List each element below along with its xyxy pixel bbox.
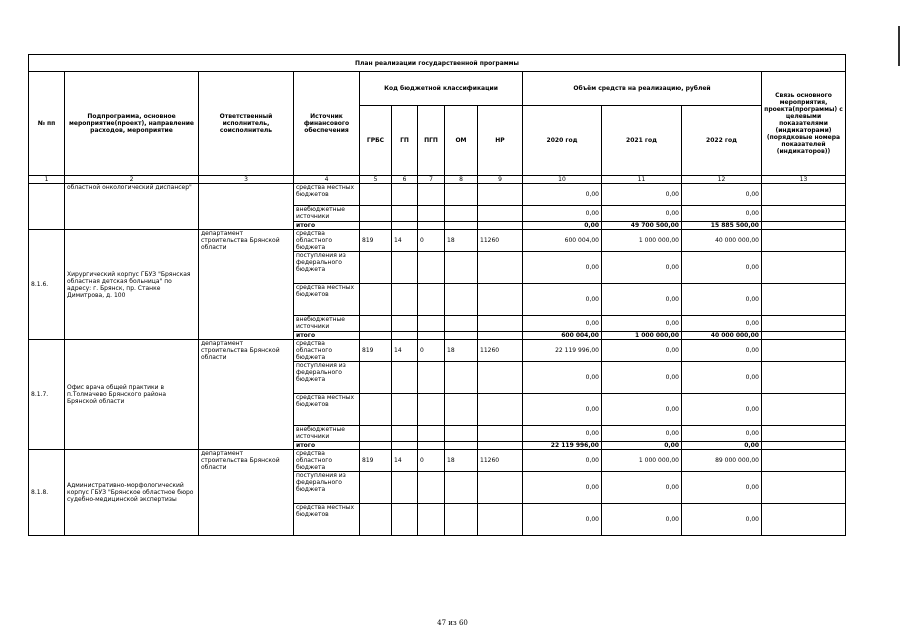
code-grbs: [360, 362, 392, 394]
amount-v2021: 49 700 500,00: [602, 222, 682, 230]
amount-v2021: 0,00: [602, 340, 682, 362]
amount-v2020: 0,00: [523, 472, 602, 504]
funding-source: внебюджетные источники: [294, 426, 360, 442]
code-gp: [392, 362, 418, 394]
indicator-link: [762, 504, 846, 536]
col-number: 10: [523, 176, 602, 184]
amount-v2021: 0,00: [602, 206, 682, 222]
funding-source: средства областного бюджета: [294, 450, 360, 472]
code-nr: 11260: [478, 450, 523, 472]
indicator-link: [762, 284, 846, 316]
code-gp: [392, 184, 418, 206]
funding-source: внебюджетные источники: [294, 206, 360, 222]
code-om: [445, 332, 478, 340]
code-om: [445, 284, 478, 316]
funding-source: средства областного бюджета: [294, 230, 360, 252]
amount-v2021: 0,00: [602, 316, 682, 332]
code-om: 18: [445, 230, 478, 252]
code-nr: [478, 284, 523, 316]
code-om: [445, 316, 478, 332]
plan-table-body: [29, 184, 846, 536]
amount-v2022: 0,00: [682, 442, 762, 450]
funding-source: средства местных бюджетов: [294, 284, 360, 316]
col-pgp-header: ПГП: [418, 106, 445, 176]
code-pgp: [418, 362, 445, 394]
col-grbs-header: ГРБС: [360, 106, 392, 176]
code-om: [445, 362, 478, 394]
code-om: [445, 184, 478, 206]
amount-v2020: 0,00: [523, 426, 602, 442]
amount-v2022: 0,00: [682, 394, 762, 426]
code-gp: [392, 284, 418, 316]
row-number: [29, 184, 65, 230]
responsible-executor: [199, 184, 294, 230]
amount-v2022: 0,00: [682, 284, 762, 316]
code-om: [445, 394, 478, 426]
indicator-link: [762, 316, 846, 332]
indicator-link: [762, 252, 846, 284]
code-om: [445, 252, 478, 284]
code-om: [445, 442, 478, 450]
code-om: [445, 472, 478, 504]
row-number: 8.1.7.: [29, 340, 65, 450]
code-gp: [392, 504, 418, 536]
code-nr: [478, 184, 523, 206]
code-gp: [392, 316, 418, 332]
code-pgp: 0: [418, 340, 445, 362]
col-link-header: Связь основного мероприятия, проекта(программы) с целевыми показателями (индикаторами) (порядковые номера показателей (индикаторов)): [762, 72, 846, 176]
indicator-link: [762, 332, 846, 340]
code-grbs: [360, 426, 392, 442]
amount-v2021: 1 000 000,00: [602, 332, 682, 340]
code-grbs: [360, 184, 392, 206]
code-gp: [392, 332, 418, 340]
code-om: [445, 504, 478, 536]
col-program-header: Подпрограмма, основное мероприятие(проект), направление расходов, мероприятие: [65, 72, 199, 176]
plan-table: [28, 54, 846, 536]
funding-source: поступления из федерального бюджета: [294, 252, 360, 284]
col-number: 13: [762, 176, 846, 184]
amount-v2020: 0,00: [523, 184, 602, 206]
row-number: 8.1.6.: [29, 230, 65, 340]
code-nr: [478, 206, 523, 222]
code-gp: [392, 472, 418, 504]
table-row: [29, 450, 846, 472]
indicator-link: [762, 222, 846, 230]
code-grbs: [360, 394, 392, 426]
code-pgp: [418, 394, 445, 426]
funding-source: средства местных бюджетов: [294, 504, 360, 536]
col-2020-header: 2020 год: [523, 106, 602, 176]
code-pgp: [418, 332, 445, 340]
code-nr: [478, 362, 523, 394]
col-om-header: ОМ: [445, 106, 478, 176]
amount-v2020: 0,00: [523, 362, 602, 394]
code-pgp: [418, 504, 445, 536]
code-nr: [478, 442, 523, 450]
funding-source: средства местных бюджетов: [294, 394, 360, 426]
col-gp-header: ГП: [392, 106, 418, 176]
code-gp: 14: [392, 230, 418, 252]
code-gp: [392, 206, 418, 222]
indicator-link: [762, 230, 846, 252]
indicator-link: [762, 394, 846, 426]
col-number: 3: [199, 176, 294, 184]
amount-v2020: 0,00: [523, 252, 602, 284]
col-num-header: № пп: [29, 72, 65, 176]
indicator-link: [762, 362, 846, 394]
code-om: 18: [445, 450, 478, 472]
code-pgp: [418, 184, 445, 206]
code-grbs: [360, 222, 392, 230]
amount-v2020: 600 004,00: [523, 332, 602, 340]
code-grbs: [360, 252, 392, 284]
amount-v2022: 0,00: [682, 316, 762, 332]
code-pgp: [418, 472, 445, 504]
amount-v2021: 0,00: [602, 504, 682, 536]
amount-v2021: 0,00: [602, 442, 682, 450]
amount-v2022: 40 000 000,00: [682, 332, 762, 340]
col-number: 8: [445, 176, 478, 184]
code-pgp: [418, 442, 445, 450]
amount-v2022: 0,00: [682, 206, 762, 222]
amount-v2022: 0,00: [682, 252, 762, 284]
funding-source: средства областного бюджета: [294, 340, 360, 362]
funding-source: итого: [294, 222, 360, 230]
amount-v2020: 0,00: [523, 450, 602, 472]
col-number: 1: [29, 176, 65, 184]
code-nr: [478, 394, 523, 426]
amount-v2022: 15 885 500,00: [682, 222, 762, 230]
code-nr: [478, 426, 523, 442]
indicator-link: [762, 442, 846, 450]
col-number: 11: [602, 176, 682, 184]
responsible-executor: департамент строительства Брянской области: [199, 340, 294, 450]
code-grbs: 819: [360, 340, 392, 362]
funding-source: поступления из федерального бюджета: [294, 472, 360, 504]
indicator-link: [762, 426, 846, 442]
code-nr: 11260: [478, 230, 523, 252]
code-grbs: [360, 284, 392, 316]
code-gp: [392, 394, 418, 426]
col-2022-header: 2022 год: [682, 106, 762, 176]
amount-v2020: 22 119 996,00: [523, 340, 602, 362]
code-gp: [392, 426, 418, 442]
amount-v2020: 0,00: [523, 394, 602, 426]
col-number: 6: [392, 176, 418, 184]
funding-source: поступления из федерального бюджета: [294, 362, 360, 394]
amount-v2021: 0,00: [602, 252, 682, 284]
amount-v2021: 0,00: [602, 394, 682, 426]
responsible-executor: департамент строительства Брянской области: [199, 450, 294, 536]
indicator-link: [762, 340, 846, 362]
col-nr-header: НР: [478, 106, 523, 176]
amount-v2022: 40 000 000,00: [682, 230, 762, 252]
code-grbs: [360, 206, 392, 222]
amount-v2021: 1 000 000,00: [602, 230, 682, 252]
code-grbs: [360, 442, 392, 450]
plan-title: План реализации государственной программы: [29, 55, 846, 72]
indicator-link: [762, 206, 846, 222]
amount-v2022: 89 000 000,00: [682, 450, 762, 472]
amount-v2021: 1 000 000,00: [602, 450, 682, 472]
code-nr: [478, 252, 523, 284]
amount-v2022: 0,00: [682, 504, 762, 536]
code-om: [445, 206, 478, 222]
col-source-header: Источник финансового обеспечения: [294, 72, 360, 176]
code-pgp: [418, 222, 445, 230]
code-gp: [392, 442, 418, 450]
col-number: 4: [294, 176, 360, 184]
code-pgp: [418, 316, 445, 332]
code-nr: [478, 472, 523, 504]
funding-source: итого: [294, 332, 360, 340]
code-gp: 14: [392, 340, 418, 362]
amount-v2022: 0,00: [682, 472, 762, 504]
column-number-row: [29, 176, 846, 184]
col-number: 7: [418, 176, 445, 184]
amount-v2022: 0,00: [682, 340, 762, 362]
code-nr: [478, 504, 523, 536]
amount-v2020: 0,00: [523, 206, 602, 222]
funding-source: итого: [294, 442, 360, 450]
col-executor-header: Ответственный исполнитель, соисполнитель: [199, 72, 294, 176]
col-number: 9: [478, 176, 523, 184]
code-gp: 14: [392, 450, 418, 472]
funding-source: средства местных бюджетов: [294, 184, 360, 206]
code-grbs: [360, 316, 392, 332]
indicator-link: [762, 184, 846, 206]
amount-v2020: 22 119 996,00: [523, 442, 602, 450]
table-row: [29, 340, 846, 362]
amount-v2021: 0,00: [602, 426, 682, 442]
col-kbk-header: Код бюджетной классификации: [360, 72, 523, 106]
plan-table-container: [28, 54, 846, 536]
code-pgp: [418, 284, 445, 316]
code-om: [445, 222, 478, 230]
code-grbs: [360, 472, 392, 504]
amount-v2022: 0,00: [682, 362, 762, 394]
program-name: Хирургический корпус ГБУЗ "Брянская областная детская больница" по адресу: г. Брянск, пр. Станке Димитрова, д. 100: [65, 230, 199, 340]
responsible-executor: департамент строительства Брянской области: [199, 230, 294, 340]
page-number: 47 из 60: [437, 619, 468, 627]
col-volume-header: Объём средств на реализацию, рублей: [523, 72, 762, 106]
code-nr: 11260: [478, 340, 523, 362]
code-pgp: 0: [418, 230, 445, 252]
code-grbs: 819: [360, 450, 392, 472]
funding-source: внебюджетные источники: [294, 316, 360, 332]
program-name: областной онкологический диспансер": [65, 184, 199, 230]
amount-v2021: 0,00: [602, 184, 682, 206]
col-number: 5: [360, 176, 392, 184]
col-number: 2: [65, 176, 199, 184]
code-pgp: [418, 252, 445, 284]
amount-v2021: 0,00: [602, 362, 682, 394]
table-row: [29, 230, 846, 252]
page-edge-mark: [898, 26, 900, 66]
code-nr: [478, 222, 523, 230]
col-2021-header: 2021 год: [602, 106, 682, 176]
amount-v2020: 0,00: [523, 284, 602, 316]
code-nr: [478, 316, 523, 332]
code-grbs: [360, 504, 392, 536]
amount-v2022: 0,00: [682, 184, 762, 206]
program-name: Административно-морфологический корпус ГБУЗ "Брянское областное бюро судебно-медицинской экспертизы: [65, 450, 199, 536]
code-om: [445, 426, 478, 442]
indicator-link: [762, 450, 846, 472]
amount-v2020: 600 004,00: [523, 230, 602, 252]
amount-v2020: 0,00: [523, 504, 602, 536]
row-number: 8.1.8.: [29, 450, 65, 536]
col-number: 12: [682, 176, 762, 184]
amount-v2021: 0,00: [602, 284, 682, 316]
code-gp: [392, 222, 418, 230]
indicator-link: [762, 472, 846, 504]
code-pgp: 0: [418, 450, 445, 472]
amount-v2021: 0,00: [602, 472, 682, 504]
program-name: Офис врача общей практики в п.Толмачево Брянского района Брянской области: [65, 340, 199, 450]
code-nr: [478, 332, 523, 340]
code-grbs: [360, 332, 392, 340]
amount-v2020: 0,00: [523, 316, 602, 332]
amount-v2020: 0,00: [523, 222, 602, 230]
code-om: 18: [445, 340, 478, 362]
table-row: [29, 184, 846, 206]
code-grbs: 819: [360, 230, 392, 252]
code-gp: [392, 252, 418, 284]
amount-v2022: 0,00: [682, 426, 762, 442]
code-pgp: [418, 206, 445, 222]
code-pgp: [418, 426, 445, 442]
